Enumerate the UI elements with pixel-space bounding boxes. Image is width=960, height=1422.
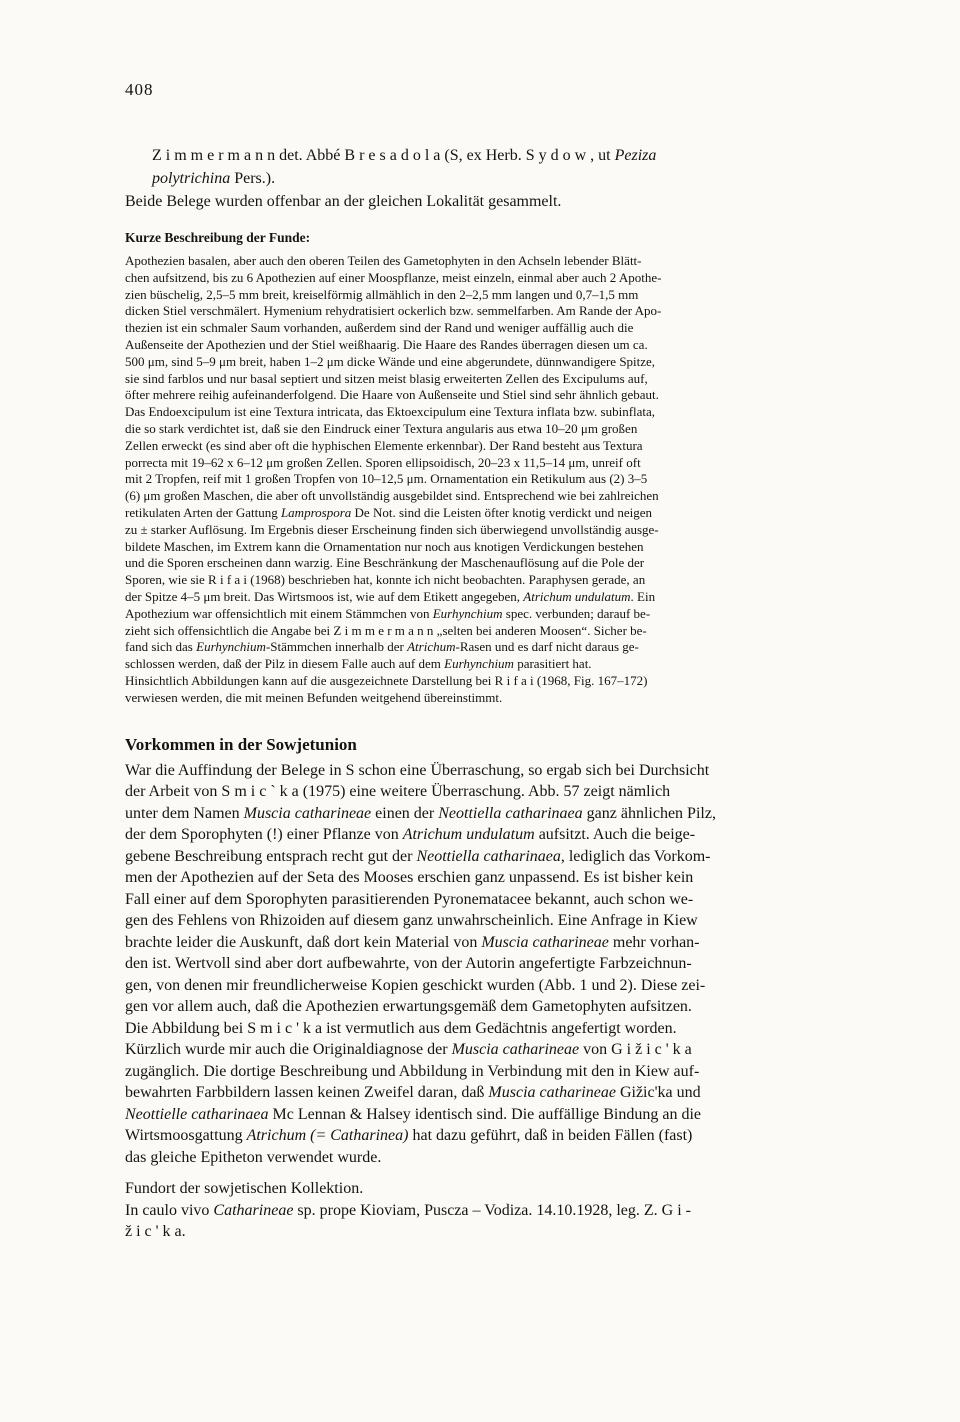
text-line: Die Abbildung bei S m i c ' k a ist vermutlich aus dem Gedächtnis angefertigt worden.	[125, 1019, 677, 1037]
text-line: die so stark verdichtet ist, daß sie den Eindruck einer Textura angularis aus etwa 10–20 μm großen	[125, 420, 638, 436]
text-line: men der Apothezien auf der Seta des Mooses erschien ganz unpassend. Es ist bisher kein	[125, 869, 694, 887]
determination-paragraph	[125, 144, 875, 190]
text-line: gebene Beschreibung entsprach recht gut der Neottiella catharinaea, lediglich das Vorkom-	[125, 847, 711, 865]
text-line: der Spitze 4–5 μm breit. Das Wirtsmoos ist, wie auf dem Etikett angegeben, Atrichum undulatum. Ein	[125, 588, 656, 604]
text-line: zien büschelig, 2,5–5 mm breit, kreiselförmig allmählich in den 2–2,5 mm langen und 0,7–1,5 mm	[125, 286, 639, 302]
note-paragraph	[125, 190, 875, 213]
text-line: sie sind farblos und nur basal septiert und sitzen meist blasig erweiterten Zellen des Excipulums auf,	[125, 370, 648, 386]
text-line: dicken Stiel verschmälert. Hymenium rehydratisiert ockerlich bzw. semmelfarben. Am Rande der Apo-	[125, 303, 662, 319]
text-line: zugänglich. Die dortige Beschreibung und Abbildung in Verbindung mit den in Kiew auf-	[125, 1062, 700, 1080]
locality-paragraph	[125, 1178, 875, 1243]
text-line: Zellen erweckt (es sind aber oft die hyphischen Elemente erkennbar). Der Rand besteht aus Textura	[125, 437, 643, 453]
text-line: fand sich das Eurhynchium-Stämmchen innerhalb der Atrichum-Rasen und es darf nicht daraus ge-	[125, 639, 639, 655]
text-line: gen des Fehlens von Rhizoiden auf diesem ganz unwahrscheinlich. Eine Anfrage in Kiew	[125, 912, 698, 930]
text-line: porrecta mit 19–62 x 6–12 μm großen Zellen. Sporen ellipsoidisch, 20–23 x 11,5–14 μm, unreif oft	[125, 454, 641, 470]
occurrence-heading: Vorkommen in der Sowjetunion	[125, 734, 357, 754]
text-line: Kürzlich wurde mir auch die Originaldiagnose der Muscia catharineae von G i ž i c ' k a	[125, 1041, 692, 1059]
text-line: gen vor allem auch, daß die Apothezien erwartungsgemäß dem Gametophyten aufsitzen.	[125, 998, 692, 1016]
text-line: In caulo vivo Catharineae sp. prope Kioviam, Puscza – Vodiza. 14.10.1928, leg. Z. G i -	[125, 1201, 691, 1219]
text-line: schlossen werden, daß der Pilz in diesem Falle auch auf dem Eurhynchium parasitiert hat.	[125, 656, 592, 672]
text-line: zieht sich offensichtlich die Angabe bei Z i m m e r m a n n „selten bei anderen Moosen“. Sicher be-	[125, 622, 647, 638]
text-line: der dem Sporophyten (!) einer Pflanze von Atrichum undulatum aufsitzt. Auch die beige-	[125, 826, 696, 844]
text-line: den ist. Wertvoll sind aber dort aufbewahrte, von der Autorin angefertigte Farbzeichnun-	[125, 955, 692, 973]
text-line: Z i m m e r m a n n det. Abbé B r e s a d o l a (S, ex Herb. S y d o w , ut Peziza	[152, 147, 657, 164]
text-line: bildete Maschen, im Extrem kann die Ornamentation nur noch aus knotigen Verdickungen bestehen	[125, 538, 644, 554]
text-line: Fundort der sowjetischen Kollektion.	[125, 1180, 364, 1198]
text-line: Außenseite der Apothezien und der Stiel weißhaarig. Die Haare des Randes überragen diesen um ca.	[125, 336, 648, 352]
text-line: das gleiche Epitheton verwendet wurde.	[125, 1148, 382, 1166]
text-line: Apothezium war offensichtlich mit einem Stämmchen von Eurhynchium spec. verbunden; darauf be-	[125, 605, 651, 621]
text-line: polytrichina Pers.).	[152, 170, 276, 187]
text-line: 500 μm, sind 5–9 μm breit, haben 1–2 μm dicke Wände und eine abgerundete, dünnwandigere Spitze,	[125, 353, 656, 369]
text-line: Hinsichtlich Abbildungen kann auf die ausgezeichnete Darstellung bei R i f a i (1968, Fig. 167–172)	[125, 672, 648, 688]
text-line: öfter mehrere reihig aufeinanderfolgend. Die Haare von Außenseite und Stiel sind sehr ähnlich gebaut.	[125, 387, 659, 403]
text-line: unter dem Namen Muscia catharineae einen der Neottiella catharinaea ganz ähnlichen Pilz,	[125, 804, 716, 822]
text-line: ž i c ' k a.	[125, 1223, 186, 1241]
text-line: gen, von denen mir freundlicherweise Kopien geschickt wurden (Abb. 1 und 2). Diese zei-	[125, 976, 706, 994]
text-line: Wirtsmoosgattung Atrichum (= Catharinea) hat dazu geführt, daß in beiden Fällen (fast)	[125, 1127, 693, 1145]
text-line: Fall einer auf dem Sporophyten parasitierenden Pyronematacee bekannt, auch schon we-	[125, 890, 694, 908]
text-line: zu ± starker Auflösung. Im Ergebnis dieser Erscheinung finden sich überwiegend unvollständig ausge-	[125, 521, 659, 537]
text-line: Beide Belege wurden offenbar an der gleichen Lokalität gesammelt.	[125, 193, 562, 210]
text-line: verwiesen werden, die mit meinen Befunden weitgehend übereinstimmt.	[125, 689, 503, 705]
text-line: War die Auffindung der Belege in S schon eine Überraschung, so ergab sich bei Durchsicht	[125, 761, 710, 779]
description-heading: Kurze Beschreibung der Funde:	[125, 230, 311, 245]
text-line: brachte leider die Auskunft, daß dort kein Material von Muscia catharineae mehr vorhan-	[125, 933, 700, 951]
text-line: Das Endoexcipulum ist eine Textura intricata, das Ektoexcipulum eine Textura inflata bzw. subinflata,	[125, 404, 656, 420]
text-line: Sporen, wie sie R i f a i (1968) beschrieben hat, konnte ich nicht beobachten. Paraphysen gerade, an	[125, 572, 646, 588]
text-line: (6) μm großen Maschen, die aber oft unvollständig ausgebildet sind. Entsprechend wie bei zahlreichen	[125, 488, 659, 504]
text-line: chen aufsitzend, bis zu 6 Apothezien auf einer Moospflanze, meist einzeln, einmal aber auch 2 Apothe-	[125, 269, 662, 285]
text-line: mit 2 Tropfen, reif mit 1 großen Tropfen von 10–12,5 μm. Ornamentation ein Retikulum aus (2) 3–5	[125, 471, 648, 487]
text-line: Neottielle catharinaea Mc Lennan & Halsey identisch sind. Die auffällige Bindung an die	[125, 1105, 702, 1123]
page-number: 408	[125, 80, 154, 99]
text-line: Apothezien basalen, aber auch den oberen Teilen des Gametophyten in den Achseln lebender Blätt-	[125, 253, 642, 268]
text-line: und die Sporen erscheinen dann warzig. Eine Beschränkung der Maschenauflösung auf die Pole der	[125, 555, 645, 571]
occurrence-paragraph	[125, 760, 875, 1169]
text-line: der Arbeit von S m i c ` k a (1975) eine weitere Überraschung. Abb. 57 zeigt nämlich	[125, 783, 671, 801]
text-line: bewahrten Farbbildern lassen keinen Zweifel daran, daß Muscia catharineae Gižic'ka und	[125, 1084, 701, 1102]
text-line: retikulaten Arten der Gattung Lamprospora De Not. sind die Leisten öfter knotig verdickt und neigen	[125, 504, 653, 520]
text-line: thezien ist ein schmaler Saum vorhanden, außerdem sind der Rand und weniger auffällig auch die	[125, 320, 634, 336]
description-paragraph	[125, 253, 875, 707]
